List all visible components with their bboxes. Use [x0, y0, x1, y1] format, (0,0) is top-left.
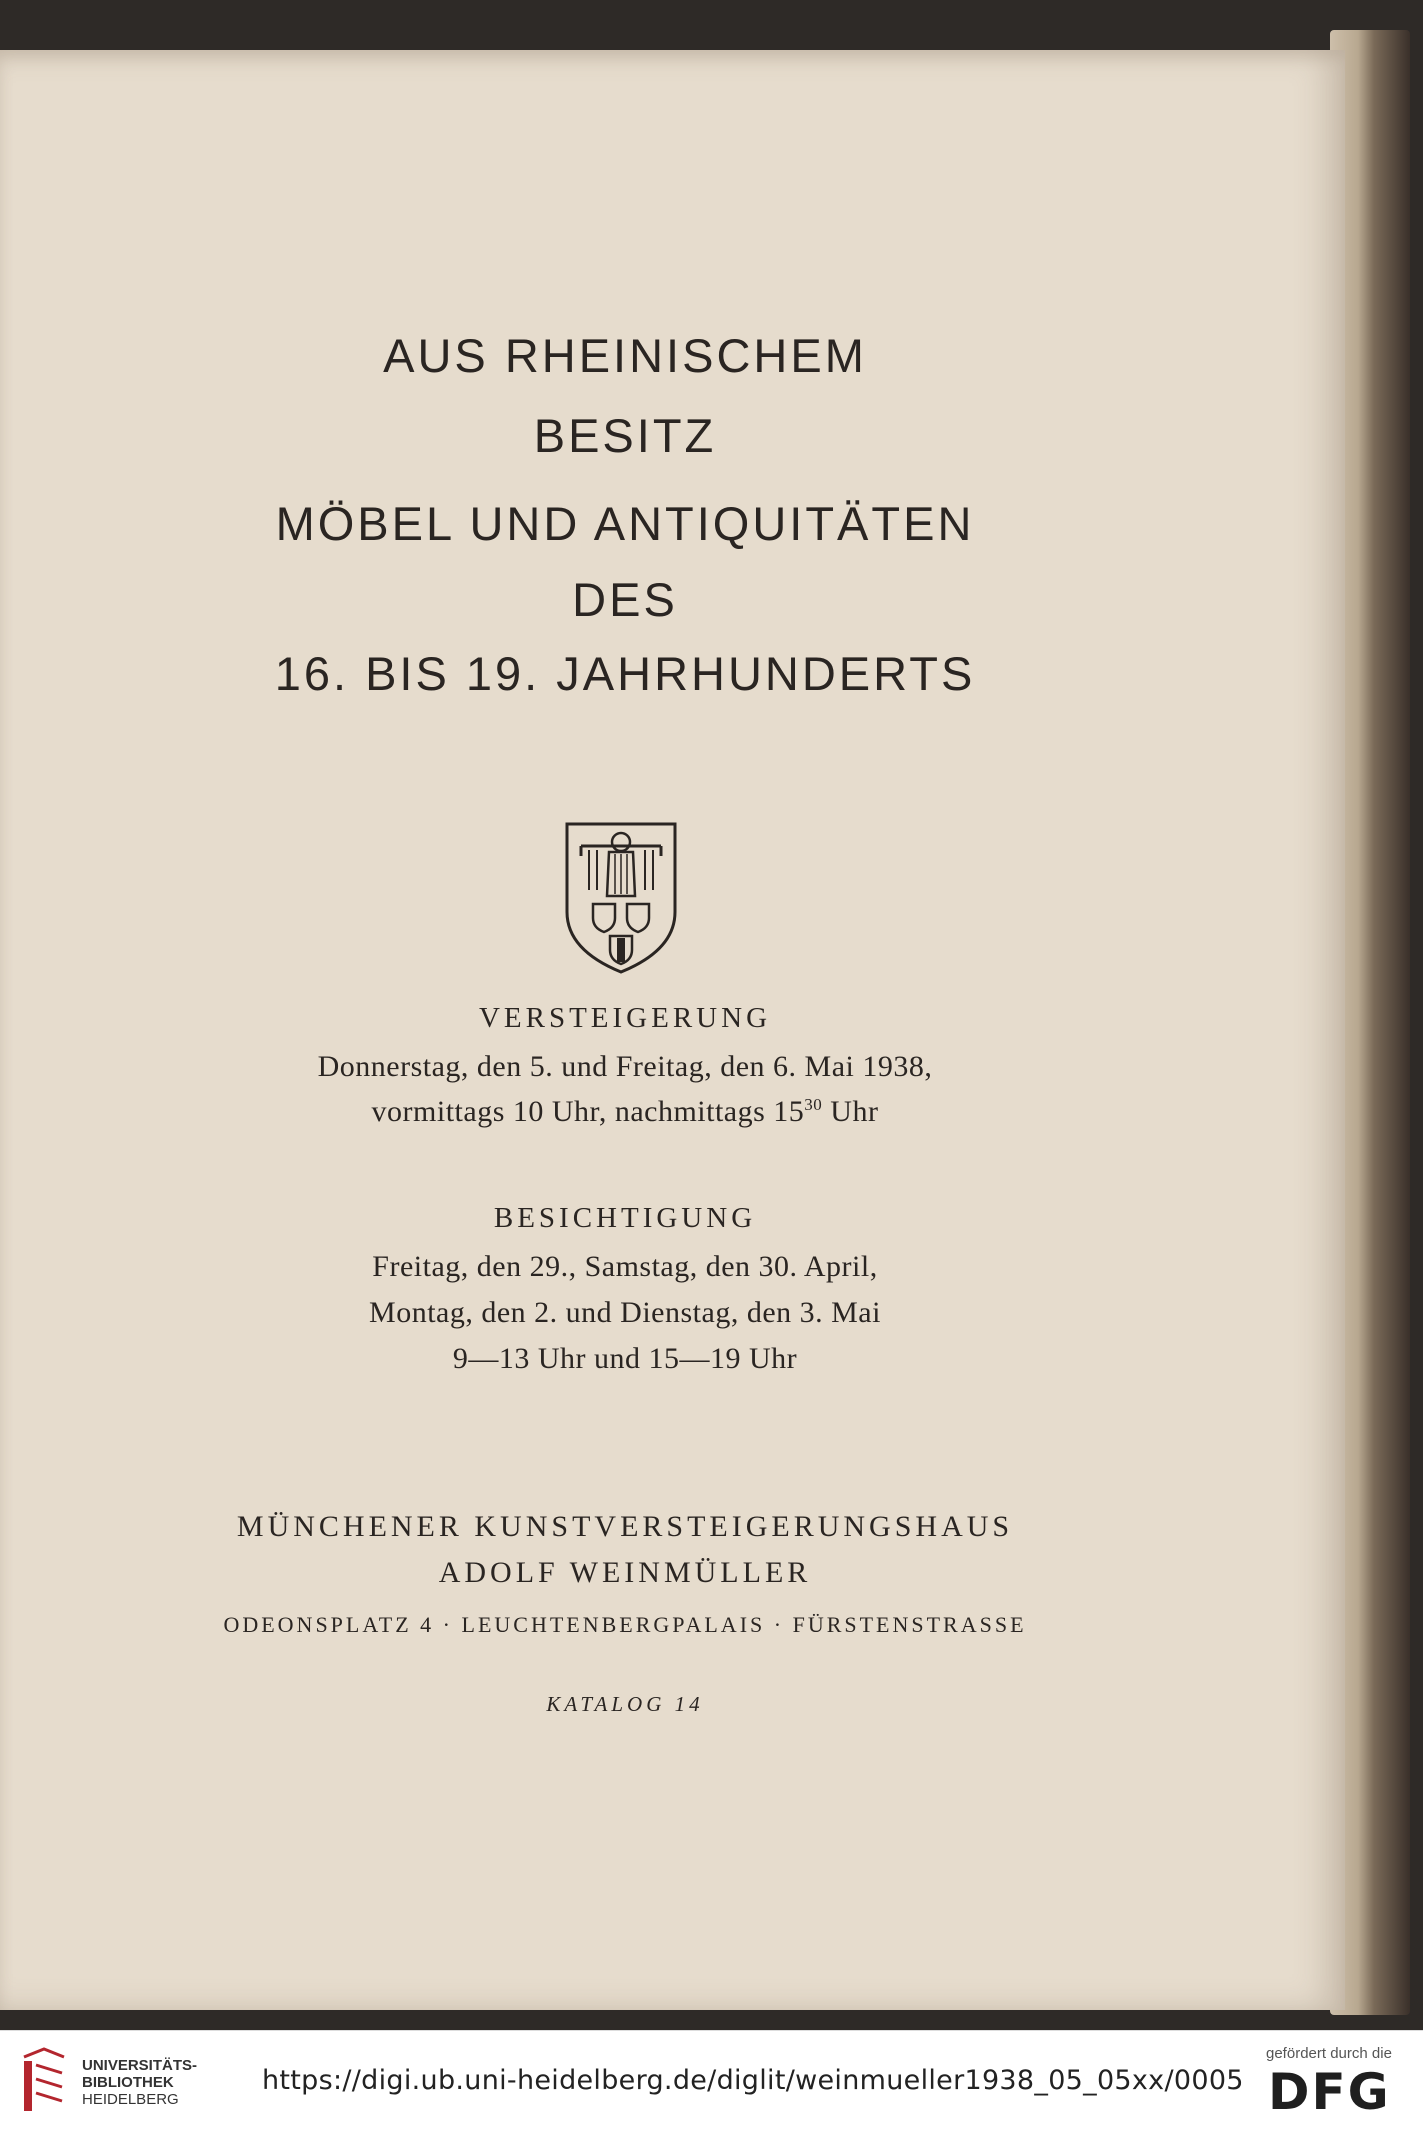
title-line-4: DES — [572, 573, 678, 626]
dfg-logo: DFG — [1268, 2063, 1391, 2121]
auction-times-unit: Uhr — [822, 1095, 879, 1128]
auction-times-text: vormittags 10 Uhr, nachmittags 15 — [371, 1095, 805, 1128]
library-line-1: UNIVERSITÄTS- — [82, 2057, 198, 2074]
viewing-line-1: Freitag, den 29., Samstag, den 30. April, — [372, 1250, 878, 1283]
auction-house-owner: ADOLF WEINMÜLLER — [438, 1556, 812, 1589]
auction-heading: VERSTEIGERUNG — [478, 1002, 772, 1034]
title-line-2: BESITZ — [533, 409, 717, 462]
permalink-url[interactable]: https://digi.ub.uni-heidelberg.de/diglit/weinmueller1938_05_05xx/0005 — [262, 2065, 1244, 2096]
auction-house-name: MÜNCHENER KUNSTVERSTEIGERUNGSHAUS — [236, 1510, 1014, 1543]
catalog-page — [0, 50, 1345, 2010]
auction-house-address: ODEONSPLATZ 4 · LEUCHTENBERGPALAIS · FÜRSTENSTRASSE — [223, 1612, 1027, 1637]
funder-caption: gefördert durch die — [1266, 2045, 1392, 2062]
library-line-2: BIBLIOTHEK — [82, 2074, 174, 2091]
viewer-footer — [0, 2030, 1423, 2133]
ub-heidelberg-wordmark — [82, 2057, 197, 2108]
munich-coat-of-arms-icon — [563, 820, 679, 976]
auction-times-minutes: 30 — [804, 1095, 823, 1114]
viewing-heading: BESICHTIGUNG — [493, 1202, 757, 1234]
viewing-line-2: Montag, den 2. und Dienstag, den 3. Mai — [369, 1296, 881, 1329]
viewing-hours: 9—13 Uhr und 15—19 Uhr — [452, 1342, 798, 1375]
ub-heidelberg-logo-icon — [18, 2047, 70, 2115]
title-line-5: 16. BIS 19. JAHRHUNDERTS — [274, 647, 976, 700]
library-line-3: HEIDELBERG — [82, 2091, 179, 2108]
auction-times — [0, 1095, 1250, 1129]
auction-dates: Donnerstag, den 5. und Freitag, den 6. Mai 1938, — [317, 1050, 933, 1083]
title-line-1: AUS RHEINISCHEM — [383, 329, 867, 382]
catalog-number: KATALOG 14 — [546, 1692, 704, 1716]
title-line-3: MÖBEL UND ANTIQUITÄTEN — [275, 497, 975, 550]
